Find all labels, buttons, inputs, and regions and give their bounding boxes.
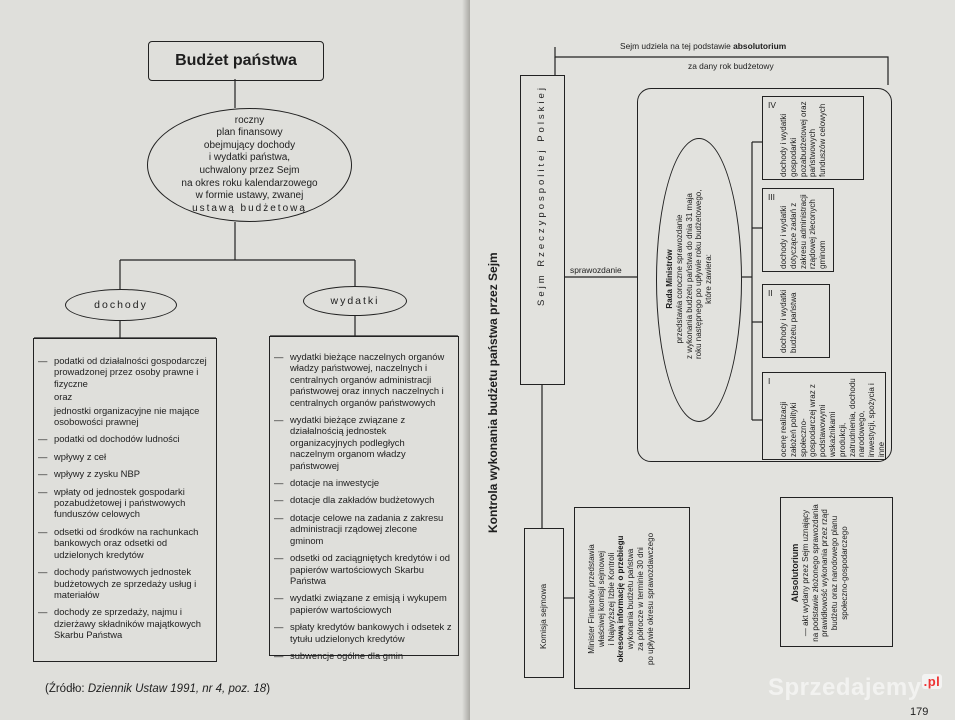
minister-line: i Najwyższej Izbie Kontroli [606, 552, 616, 646]
section-text: dochody i wydatki budżetu państwa [779, 289, 798, 353]
section-text: dochody i wydatki dotyczące zadań z zakresu administracji rządowej zleconych gminom [779, 194, 828, 269]
budget-title: Budżet państwa [175, 52, 297, 69]
section-number: II [768, 288, 773, 298]
minister-line: po upływie okresu sprawozdawczego [645, 532, 655, 666]
section-box-i [762, 372, 886, 460]
minister-line: za półrocze w terminie 30 dni [635, 547, 645, 651]
section-box-iii [762, 188, 834, 272]
expense-item: — spłaty kredytów bankowych i odsetek z tytułu udzielonych kredytów [274, 621, 452, 644]
minister-line: właściwej komisji sejmowej [596, 550, 606, 648]
budget-year-note: za dany rok budżetowy [688, 61, 774, 71]
income-ellipse [65, 289, 177, 321]
plan-line: uchwalony przez Sejm [199, 165, 300, 176]
watermark-text: Sprzedajemy [768, 674, 922, 701]
absolutorium-prefix: Sejm udziela na tej podstawie [620, 41, 734, 51]
council-line: roku następnego po upływie roku budżetowego, [694, 189, 704, 359]
sejm-box [520, 75, 565, 385]
plan-line: roczny [234, 114, 265, 126]
expense-item: — dotacje celowe na zadania z zakresu administracji rządowej zlecone gminom [274, 512, 452, 546]
commission-box [524, 528, 564, 678]
income-item: jednostki organizacyjne nie mające osobowości prawnej [54, 404, 200, 428]
absolutorium-box [780, 497, 893, 647]
council-line: które zawiera: [704, 254, 714, 304]
absolutorium-line: — akt wydany przez Sejm uznający [800, 509, 810, 637]
commission-label: Komisja sejmowa [538, 583, 548, 649]
absolutorium-line: budżetu oraz narodowego planu [830, 515, 840, 631]
section-number: I [768, 376, 771, 386]
absolutorium-line: prawidłowość wykonania przez rząd [820, 509, 830, 637]
budget-definition-text [180, 115, 320, 216]
control-title: Kontrola wykonania budżetu państwa przez Sejm [486, 252, 500, 533]
plan-line: plan finansowy [216, 127, 283, 139]
plan-line: ustawą budżetową [192, 202, 307, 214]
expense-item: — odsetki od zaciągniętych kredytów i od papierów wartościowych Skarbu Państwa [274, 552, 452, 586]
budget-title-box [148, 41, 324, 81]
page-number: 179 [910, 706, 929, 718]
left-page [0, 0, 470, 720]
council-title: Rada Ministrów [665, 249, 674, 309]
income-label: dochody [94, 299, 148, 311]
income-item: oraz [54, 391, 73, 403]
source-suffix: ) [266, 683, 271, 695]
section-box-ii [762, 284, 830, 358]
absolutorium-note [620, 41, 786, 51]
expense-list-box [269, 336, 459, 661]
minister-line: okresową informację o przebiegu [616, 535, 626, 663]
source-title: Dziennik Ustaw 1991, nr 4, poz. 18 [87, 683, 267, 695]
plan-line: na okres roku kalendarzowego [181, 177, 318, 189]
section-box-iv [762, 96, 864, 180]
expense-label: wydatki [330, 295, 380, 307]
council-line: przedstawia coroczne sprawozdanie [674, 214, 684, 344]
income-item: — wpływy z ceł [38, 451, 210, 462]
expense-item: — wydatki bieżące naczelnych organów władzy państwowej, naczelnych i centralnych organów administracji państwowej oraz innych naczelnych i centralnych organów państwowych [274, 351, 452, 408]
expense-item: — wydatki bieżące związane z działalnością jednostek organizacyjnych podległych naczelnym organom władzy państwowej [274, 414, 452, 471]
expense-item: — wydatki związane z emisją i wykupem papierów wartościowych [274, 592, 452, 615]
section-text: dochody i wydatki gospodarki pozabudżetowej oraz państwowych funduszów celowych [779, 101, 828, 177]
absolutorium-line: społeczno-gospodarczego [839, 526, 849, 620]
section-number: III [768, 192, 775, 202]
right-page [470, 0, 955, 720]
source-prefix: (Źródło: [45, 683, 88, 695]
expense-item: — dotacje dla zakładów budżetowych [274, 494, 452, 505]
income-item: — dochody ze sprzedaży, najmu i dzierżawy składników majątkowych Skarbu Państwa [38, 606, 210, 640]
council-of-ministers-ellipse [656, 138, 742, 422]
section-number: IV [768, 100, 776, 110]
income-item: — dochody państwowych jednostek budżetowych ze sprzedaży usług i materiałów [38, 566, 210, 600]
finance-minister-box [574, 507, 690, 689]
expense-item: — subwencje ogólne dla gmin [274, 650, 452, 661]
income-item: — wpływy z zysku NBP [38, 468, 210, 479]
report-label: sprawozdanie [570, 265, 622, 275]
income-item: — podatki od dochodów ludności [38, 433, 210, 444]
absolutorium-title: Absolutorium [790, 543, 800, 603]
absolutorium-definition [791, 503, 850, 643]
watermark [768, 674, 942, 702]
absolutorium-word: absolutorium [733, 41, 787, 51]
plan-line: obejmujący dochody [203, 139, 296, 151]
budget-definition-ellipse [147, 108, 352, 222]
finance-minister-text [587, 514, 656, 684]
income-item: — odsetki od środków na rachunkach bankowych oraz odsetki od udzielonych kredytów [38, 526, 210, 560]
minister-line: wykonania budżetu państwa [626, 548, 636, 650]
plan-line: i wydatki państwa, [208, 152, 291, 164]
income-item: — wpłaty od jednostek gospodarki pozabudżetowej i państwowych funduszów celowych [38, 486, 210, 520]
watermark-suffix: .pl [923, 674, 941, 689]
council-line: z wykonania budżetu państwa do dnia 31 maja [684, 193, 694, 359]
income-list-box [33, 338, 217, 662]
sejm-label: Sejm Rzeczypospolitej Polskiej [536, 85, 547, 306]
absolutorium-line: na podstawie złożonego sprawozdania [810, 504, 820, 642]
plan-line: w formie ustawy, zwanej [195, 190, 304, 202]
income-item: — podatki od działalności gospodarczej prowadzonej przez osoby prawne i fizyczne [38, 355, 210, 389]
expense-ellipse [303, 286, 407, 316]
minister-line: Minister Finansów przedstawia [587, 544, 596, 654]
expense-item: — dotacje na inwestycje [274, 477, 452, 488]
section-text: ocenę realizacji założeń polityki społeczno-gospodarczej wraz z podstawowymi wskaźnikami produkcji, zatrudnienia, dochodu narodowego, inwestycji, spożycia i inne [779, 378, 886, 457]
council-description [665, 189, 714, 359]
source-note [45, 683, 270, 695]
